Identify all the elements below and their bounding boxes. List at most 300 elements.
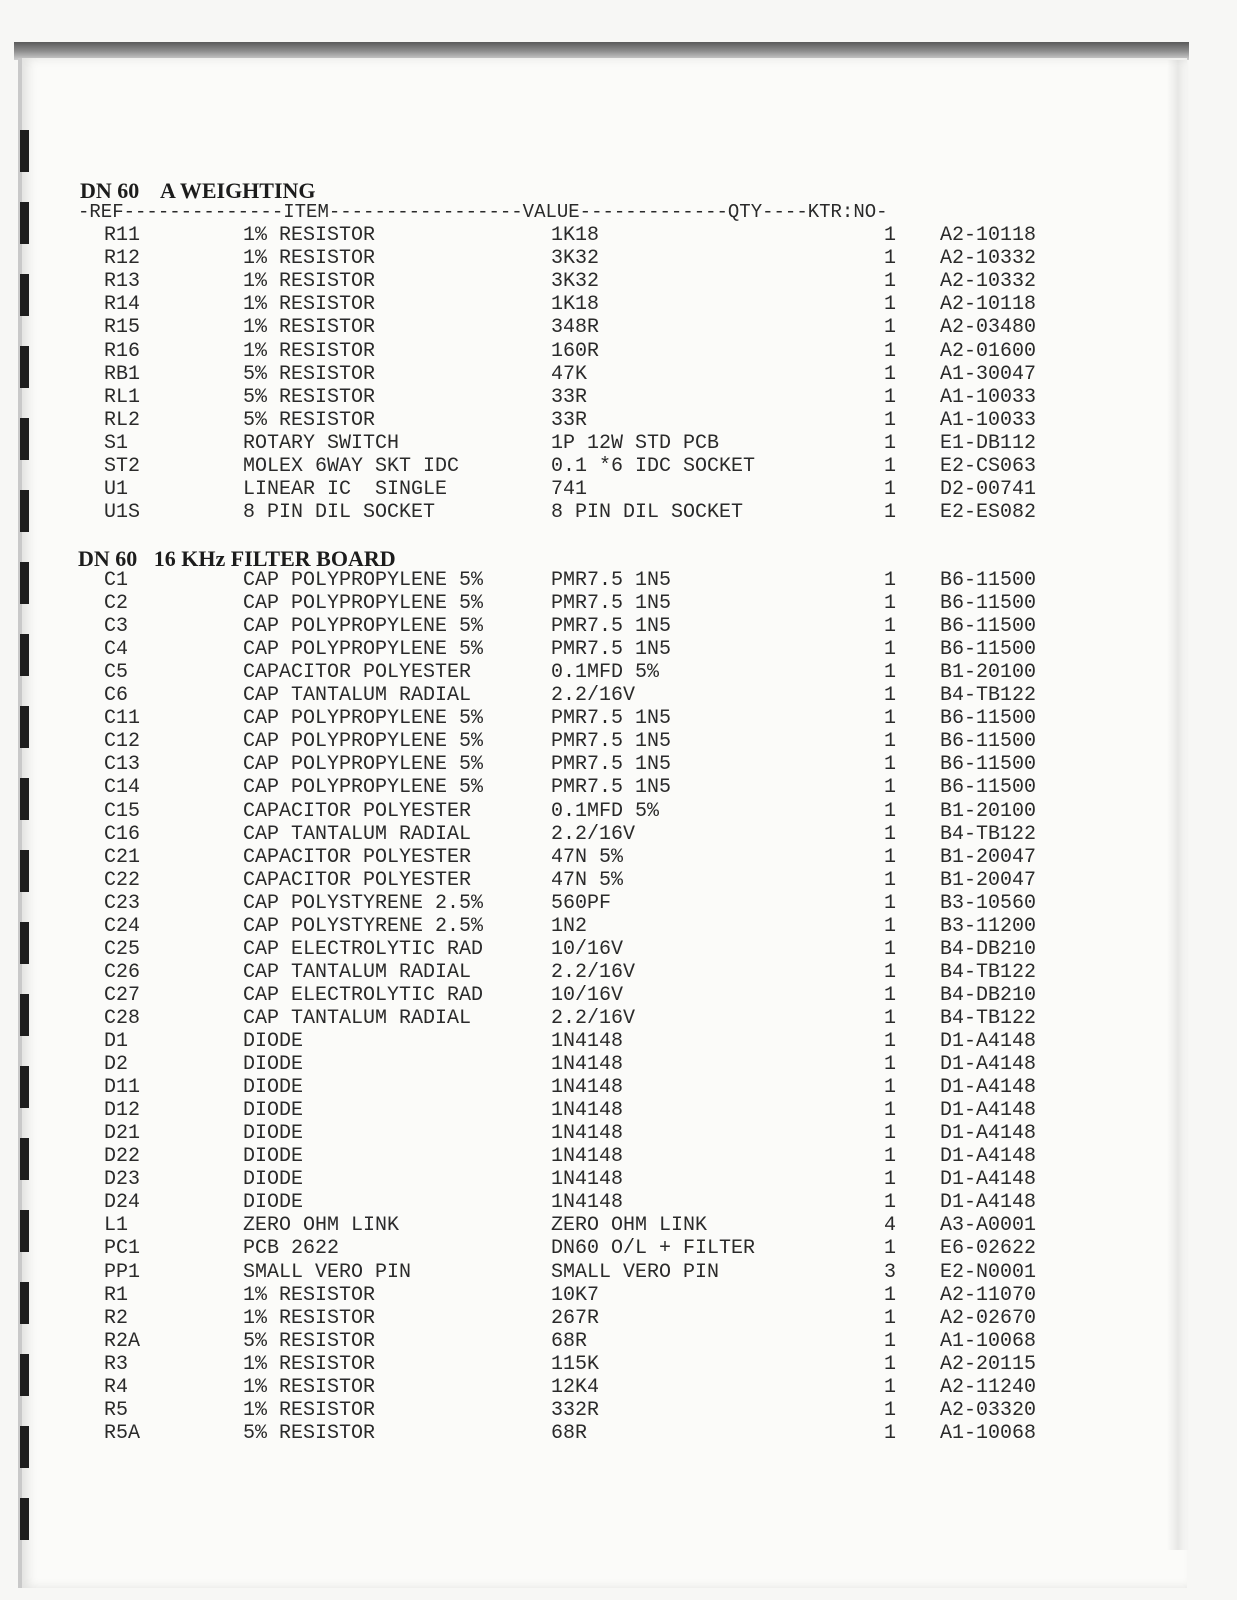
ref-cell: D23 bbox=[104, 1168, 141, 1192]
item-cell: 1% RESISTOR bbox=[243, 1306, 376, 1330]
table-row bbox=[0, 1284, 1237, 1307]
ref-cell: D1 bbox=[104, 1030, 129, 1053]
value-cell: 3K32 bbox=[551, 270, 600, 294]
item-cell: DIODE bbox=[243, 1076, 304, 1100]
table-row bbox=[0, 501, 1237, 524]
value-cell: 3K32 bbox=[551, 247, 600, 271]
ref-cell: RL2 bbox=[104, 408, 141, 432]
qty-cell: 1 bbox=[884, 569, 897, 592]
ref-cell: C2 bbox=[104, 592, 129, 616]
qty-cell: 1 bbox=[884, 247, 897, 271]
item-cell: CAP POLYPROPYLENE 5% bbox=[243, 638, 484, 662]
ktr-number-cell: A2-10118 bbox=[940, 293, 1037, 317]
ref-cell: C26 bbox=[104, 960, 141, 984]
qty-cell: 1 bbox=[884, 1168, 897, 1192]
ref-cell: C13 bbox=[104, 753, 141, 777]
item-cell: CAP POLYPROPYLENE 5% bbox=[243, 730, 484, 754]
ref-cell: R13 bbox=[104, 270, 141, 294]
item-cell: CAP POLYPROPYLENE 5% bbox=[243, 569, 484, 592]
value-cell: 33R bbox=[551, 408, 588, 432]
value-cell: 1N4148 bbox=[551, 1168, 624, 1192]
ktr-number-cell: E2-CS063 bbox=[940, 455, 1037, 478]
ktr-number-cell: E2-ES082 bbox=[940, 501, 1037, 525]
qty-cell: 1 bbox=[884, 385, 897, 409]
item-cell: 5% RESISTOR bbox=[243, 362, 376, 386]
item-cell: CAP TANTALUM RADIAL bbox=[243, 684, 472, 708]
value-cell: PMR7.5 1N5 bbox=[551, 776, 672, 800]
ref-cell: C4 bbox=[104, 638, 129, 662]
qty-cell: 1 bbox=[884, 983, 897, 1007]
item-cell: CAPACITOR POLYESTER bbox=[243, 845, 472, 869]
value-cell: 160R bbox=[551, 339, 600, 363]
ktr-number-cell: A2-10332 bbox=[940, 270, 1037, 294]
ref-cell: C5 bbox=[104, 661, 129, 685]
item-cell: CAPACITOR POLYESTER bbox=[243, 661, 472, 685]
table-row bbox=[0, 1422, 1237, 1445]
ref-cell: S1 bbox=[104, 431, 129, 455]
table-row bbox=[0, 1191, 1237, 1214]
item-cell: PCB 2622 bbox=[243, 1237, 340, 1261]
ktr-number-cell: B6-11500 bbox=[940, 638, 1037, 662]
ref-cell: U1S bbox=[104, 501, 141, 525]
item-cell: 1% RESISTOR bbox=[243, 1283, 376, 1307]
table-row bbox=[0, 707, 1237, 730]
item-cell: CAPACITOR POLYESTER bbox=[243, 799, 472, 823]
ref-cell: R16 bbox=[104, 339, 141, 363]
value-cell: 560PF bbox=[551, 891, 612, 915]
ktr-number-cell: D1-A4148 bbox=[940, 1145, 1037, 1169]
qty-cell: 1 bbox=[884, 1283, 897, 1307]
qty-cell: 1 bbox=[884, 431, 897, 455]
ref-cell: C6 bbox=[104, 684, 129, 708]
table-row bbox=[0, 1053, 1237, 1076]
qty-cell: 1 bbox=[884, 1099, 897, 1123]
table-row bbox=[0, 569, 1237, 592]
qty-cell: 1 bbox=[884, 960, 897, 984]
value-cell: 12K4 bbox=[551, 1375, 600, 1399]
table-row bbox=[0, 938, 1237, 961]
table-row bbox=[0, 869, 1237, 892]
qty-cell: 1 bbox=[884, 1006, 897, 1030]
ref-cell: C23 bbox=[104, 891, 141, 915]
value-cell: 332R bbox=[551, 1398, 600, 1422]
table-row bbox=[0, 409, 1237, 432]
ktr-number-cell: D1-A4148 bbox=[940, 1168, 1037, 1192]
table-row bbox=[0, 455, 1237, 478]
value-cell: 1N4148 bbox=[551, 1099, 624, 1123]
qty-cell: 1 bbox=[884, 501, 897, 525]
ktr-number-cell: E2-N0001 bbox=[940, 1260, 1037, 1284]
ktr-number-cell: B6-11500 bbox=[940, 707, 1037, 731]
table-row bbox=[0, 1307, 1237, 1330]
item-cell: 5% RESISTOR bbox=[243, 385, 376, 409]
item-cell: 1% RESISTOR bbox=[243, 316, 376, 340]
ktr-number-cell: A1-10068 bbox=[940, 1421, 1037, 1445]
table-row bbox=[0, 961, 1237, 984]
ref-cell: D11 bbox=[104, 1076, 141, 1100]
qty-cell: 1 bbox=[884, 638, 897, 662]
table-row bbox=[0, 432, 1237, 455]
table-row bbox=[0, 1122, 1237, 1145]
ktr-number-cell: A2-02670 bbox=[940, 1306, 1037, 1330]
value-cell: 2.2/16V bbox=[551, 1006, 636, 1030]
item-cell: LINEAR IC SINGLE bbox=[243, 478, 448, 502]
value-cell: 68R bbox=[551, 1421, 588, 1445]
item-cell: CAP POLYSTYRENE 2.5% bbox=[243, 891, 484, 915]
item-cell: 1% RESISTOR bbox=[243, 224, 376, 247]
binding-hole-mark bbox=[20, 1498, 29, 1540]
item-cell: ZERO OHM LINK bbox=[243, 1214, 400, 1238]
value-cell: 0.1 *6 IDC SOCKET bbox=[551, 455, 756, 478]
ref-cell: R3 bbox=[104, 1352, 129, 1376]
item-cell: CAP POLYPROPYLENE 5% bbox=[243, 592, 484, 616]
value-cell: 2.2/16V bbox=[551, 684, 636, 708]
qty-cell: 1 bbox=[884, 1191, 897, 1215]
qty-cell: 3 bbox=[884, 1260, 897, 1284]
item-cell: SMALL VERO PIN bbox=[243, 1260, 412, 1284]
table-row bbox=[0, 823, 1237, 846]
ref-cell: R5A bbox=[104, 1421, 141, 1445]
table-row bbox=[0, 638, 1237, 661]
ktr-number-cell: B4-TB122 bbox=[940, 960, 1037, 984]
ktr-number-cell: E1-DB112 bbox=[940, 431, 1037, 455]
ref-cell: ST2 bbox=[104, 455, 141, 478]
value-cell: 267R bbox=[551, 1306, 600, 1330]
ktr-number-cell: A2-10332 bbox=[940, 247, 1037, 271]
value-cell: DN60 O/L + FILTER bbox=[551, 1237, 756, 1261]
qty-cell: 1 bbox=[884, 592, 897, 616]
value-cell: 1N4148 bbox=[551, 1053, 624, 1077]
ktr-number-cell: B6-11500 bbox=[940, 592, 1037, 616]
qty-cell: 1 bbox=[884, 937, 897, 961]
item-cell: DIODE bbox=[243, 1191, 304, 1215]
item-cell: 5% RESISTOR bbox=[243, 1421, 376, 1445]
ref-cell: L1 bbox=[104, 1214, 129, 1238]
qty-cell: 1 bbox=[884, 914, 897, 938]
ref-cell: R12 bbox=[104, 247, 141, 271]
ref-cell: D12 bbox=[104, 1099, 141, 1123]
ref-cell: PP1 bbox=[104, 1260, 141, 1284]
table-row bbox=[0, 615, 1237, 638]
qty-cell: 1 bbox=[884, 1076, 897, 1100]
table-row bbox=[0, 753, 1237, 776]
ktr-number-cell: B3-11200 bbox=[940, 914, 1037, 938]
table-header-row: -REF--------------ITEM-----------------VALUE-------------QTY----KTR:NO- bbox=[78, 201, 888, 223]
table-row bbox=[0, 661, 1237, 684]
qty-cell: 1 bbox=[884, 1122, 897, 1146]
item-cell: DIODE bbox=[243, 1145, 304, 1169]
item-cell: 1% RESISTOR bbox=[243, 270, 376, 294]
qty-cell: 1 bbox=[884, 408, 897, 432]
item-cell: 5% RESISTOR bbox=[243, 1329, 376, 1353]
table-row bbox=[0, 800, 1237, 823]
table-row bbox=[0, 984, 1237, 1007]
table-row bbox=[0, 776, 1237, 799]
ref-cell: R1 bbox=[104, 1283, 129, 1307]
ref-cell: C15 bbox=[104, 799, 141, 823]
qty-cell: 1 bbox=[884, 1306, 897, 1330]
qty-cell: 1 bbox=[884, 799, 897, 823]
ktr-number-cell: B4-TB122 bbox=[940, 684, 1037, 708]
table-row bbox=[0, 1214, 1237, 1237]
qty-cell: 1 bbox=[884, 661, 897, 685]
ktr-number-cell: B1-20047 bbox=[940, 845, 1037, 869]
value-cell: 115K bbox=[551, 1352, 600, 1376]
value-cell: 1P 12W STD PCB bbox=[551, 431, 720, 455]
item-cell: 1% RESISTOR bbox=[243, 293, 376, 317]
qty-cell: 1 bbox=[884, 776, 897, 800]
qty-cell: 1 bbox=[884, 845, 897, 869]
ktr-number-cell: B4-TB122 bbox=[940, 822, 1037, 846]
value-cell: ZERO OHM LINK bbox=[551, 1214, 708, 1238]
ktr-number-cell: B6-11500 bbox=[940, 730, 1037, 754]
item-cell: CAP TANTALUM RADIAL bbox=[243, 822, 472, 846]
ref-cell: D21 bbox=[104, 1122, 141, 1146]
value-cell: 10K7 bbox=[551, 1283, 600, 1307]
ref-cell: R15 bbox=[104, 316, 141, 340]
table-row bbox=[0, 730, 1237, 753]
item-cell: CAPACITOR POLYESTER bbox=[243, 868, 472, 892]
ref-cell: R14 bbox=[104, 293, 141, 317]
item-cell: 1% RESISTOR bbox=[243, 1375, 376, 1399]
table-row bbox=[0, 224, 1237, 247]
ref-cell: R4 bbox=[104, 1375, 129, 1399]
ktr-number-cell: A2-11070 bbox=[940, 1283, 1037, 1307]
table-row bbox=[0, 478, 1237, 501]
ktr-number-cell: D1-A4148 bbox=[940, 1122, 1037, 1146]
qty-cell: 1 bbox=[884, 730, 897, 754]
value-cell: PMR7.5 1N5 bbox=[551, 730, 672, 754]
ktr-number-cell: D1-A4148 bbox=[940, 1030, 1037, 1053]
value-cell: 68R bbox=[551, 1329, 588, 1353]
value-cell: 1N2 bbox=[551, 914, 588, 938]
item-cell: DIODE bbox=[243, 1030, 304, 1053]
value-cell: SMALL VERO PIN bbox=[551, 1260, 720, 1284]
ktr-number-cell: D1-A4148 bbox=[940, 1053, 1037, 1077]
value-cell: 47N 5% bbox=[551, 868, 624, 892]
qty-cell: 1 bbox=[884, 1329, 897, 1353]
ref-cell: C11 bbox=[104, 707, 141, 731]
table-row bbox=[0, 270, 1237, 293]
qty-cell: 1 bbox=[884, 684, 897, 708]
section-title-a-weighting: DN 60 A WEIGHTING bbox=[80, 178, 316, 203]
ref-cell: C3 bbox=[104, 615, 129, 639]
qty-cell: 1 bbox=[884, 753, 897, 777]
ktr-number-cell: A2-03320 bbox=[940, 1398, 1037, 1422]
item-cell: CAP TANTALUM RADIAL bbox=[243, 960, 472, 984]
qty-cell: 1 bbox=[884, 1030, 897, 1053]
qty-cell: 1 bbox=[884, 1398, 897, 1422]
table-row bbox=[0, 1376, 1237, 1399]
qty-cell: 1 bbox=[884, 1421, 897, 1445]
item-cell: 5% RESISTOR bbox=[243, 408, 376, 432]
value-cell: 1N4148 bbox=[551, 1191, 624, 1215]
qty-cell: 1 bbox=[884, 478, 897, 502]
ktr-number-cell: D1-A4148 bbox=[940, 1191, 1037, 1215]
value-cell: PMR7.5 1N5 bbox=[551, 615, 672, 639]
table-row bbox=[0, 316, 1237, 339]
ktr-number-cell: A1-30047 bbox=[940, 362, 1037, 386]
item-cell: 1% RESISTOR bbox=[243, 247, 376, 271]
ref-cell: U1 bbox=[104, 478, 129, 502]
ktr-number-cell: B4-DB210 bbox=[940, 983, 1037, 1007]
ref-cell: C25 bbox=[104, 937, 141, 961]
ref-cell: C21 bbox=[104, 845, 141, 869]
value-cell: PMR7.5 1N5 bbox=[551, 592, 672, 616]
qty-cell: 1 bbox=[884, 1053, 897, 1077]
item-cell: CAP POLYSTYRENE 2.5% bbox=[243, 914, 484, 938]
value-cell: 1N4148 bbox=[551, 1122, 624, 1146]
ref-cell: RL1 bbox=[104, 385, 141, 409]
table-row bbox=[0, 1353, 1237, 1376]
item-cell: CAP POLYPROPYLENE 5% bbox=[243, 707, 484, 731]
ref-cell: R2 bbox=[104, 1306, 129, 1330]
ref-cell: D24 bbox=[104, 1191, 141, 1215]
ktr-number-cell: B1-20100 bbox=[940, 661, 1037, 685]
value-cell: 33R bbox=[551, 385, 588, 409]
table-row bbox=[0, 1399, 1237, 1422]
ktr-number-cell: B3-10560 bbox=[940, 891, 1037, 915]
value-cell: 2.2/16V bbox=[551, 822, 636, 846]
value-cell: 0.1MFD 5% bbox=[551, 661, 660, 685]
qty-cell: 4 bbox=[884, 1214, 897, 1238]
ktr-number-cell: B6-11500 bbox=[940, 569, 1037, 592]
section-title-filter-board: DN 60 16 KHz FILTER BOARD bbox=[78, 546, 396, 571]
value-cell: PMR7.5 1N5 bbox=[551, 707, 672, 731]
value-cell: PMR7.5 1N5 bbox=[551, 753, 672, 777]
item-cell: CAP POLYPROPYLENE 5% bbox=[243, 615, 484, 639]
qty-cell: 1 bbox=[884, 868, 897, 892]
value-cell: 47N 5% bbox=[551, 845, 624, 869]
value-cell: 8 PIN DIL SOCKET bbox=[551, 501, 744, 525]
ktr-number-cell: A2-03480 bbox=[940, 316, 1037, 340]
ref-cell: C14 bbox=[104, 776, 141, 800]
item-cell: 1% RESISTOR bbox=[243, 1398, 376, 1422]
item-cell: CAP POLYPROPYLENE 5% bbox=[243, 776, 484, 800]
table-row bbox=[0, 892, 1237, 915]
ktr-number-cell: A2-10118 bbox=[940, 224, 1037, 247]
ref-cell: C1 bbox=[104, 569, 129, 592]
qty-cell: 1 bbox=[884, 707, 897, 731]
item-cell: CAP TANTALUM RADIAL bbox=[243, 1006, 472, 1030]
table-row bbox=[0, 247, 1237, 270]
table-row bbox=[0, 386, 1237, 409]
item-cell: DIODE bbox=[243, 1053, 304, 1077]
value-cell: 10/16V bbox=[551, 983, 624, 1007]
ref-cell: C12 bbox=[104, 730, 141, 754]
ktr-number-cell: B6-11500 bbox=[940, 615, 1037, 639]
value-cell: 1N4148 bbox=[551, 1145, 624, 1169]
item-cell: MOLEX 6WAY SKT IDC bbox=[243, 455, 460, 478]
qty-cell: 1 bbox=[884, 891, 897, 915]
table-row bbox=[0, 293, 1237, 316]
table-row bbox=[0, 363, 1237, 386]
qty-cell: 1 bbox=[884, 339, 897, 363]
qty-cell: 1 bbox=[884, 293, 897, 317]
qty-cell: 1 bbox=[884, 316, 897, 340]
ktr-number-cell: A2-11240 bbox=[940, 1375, 1037, 1399]
value-cell: 741 bbox=[551, 478, 588, 502]
value-cell: 2.2/16V bbox=[551, 960, 636, 984]
qty-cell: 1 bbox=[884, 1145, 897, 1169]
ktr-number-cell: D2-00741 bbox=[940, 478, 1037, 502]
binding-hole-mark bbox=[20, 130, 29, 172]
table-row bbox=[0, 1145, 1237, 1168]
ktr-number-cell: B1-20100 bbox=[940, 799, 1037, 823]
ktr-number-cell: E6-02622 bbox=[940, 1237, 1037, 1261]
item-cell: DIODE bbox=[243, 1168, 304, 1192]
qty-cell: 1 bbox=[884, 362, 897, 386]
qty-cell: 1 bbox=[884, 270, 897, 294]
table-row bbox=[0, 1237, 1237, 1260]
table-row bbox=[0, 1076, 1237, 1099]
ref-cell: D22 bbox=[104, 1145, 141, 1169]
item-cell: 1% RESISTOR bbox=[243, 1352, 376, 1376]
item-cell: DIODE bbox=[243, 1122, 304, 1146]
value-cell: 10/16V bbox=[551, 937, 624, 961]
ktr-number-cell: A2-20115 bbox=[940, 1352, 1037, 1376]
ktr-number-cell: B4-DB210 bbox=[940, 937, 1037, 961]
item-cell: 8 PIN DIL SOCKET bbox=[243, 501, 436, 525]
qty-cell: 1 bbox=[884, 822, 897, 846]
ktr-number-cell: A1-10033 bbox=[940, 408, 1037, 432]
ref-cell: D2 bbox=[104, 1053, 129, 1077]
value-cell: 47K bbox=[551, 362, 588, 386]
table-row bbox=[0, 340, 1237, 363]
item-cell: CAP ELECTROLYTIC RAD bbox=[243, 983, 484, 1007]
value-cell: 1K18 bbox=[551, 224, 600, 247]
table-row bbox=[0, 846, 1237, 869]
value-cell: 1N4148 bbox=[551, 1076, 624, 1100]
ktr-number-cell: B6-11500 bbox=[940, 753, 1037, 777]
table-row bbox=[0, 684, 1237, 707]
value-cell: 0.1MFD 5% bbox=[551, 799, 660, 823]
ktr-number-cell: B6-11500 bbox=[940, 776, 1037, 800]
ref-cell: C16 bbox=[104, 822, 141, 846]
ref-cell: C27 bbox=[104, 983, 141, 1007]
value-cell: 1N4148 bbox=[551, 1030, 624, 1053]
value-cell: PMR7.5 1N5 bbox=[551, 638, 672, 662]
ref-cell: R5 bbox=[104, 1398, 129, 1422]
qty-cell: 1 bbox=[884, 1375, 897, 1399]
table-row bbox=[0, 592, 1237, 615]
ref-cell: C22 bbox=[104, 868, 141, 892]
item-cell: CAP POLYPROPYLENE 5% bbox=[243, 753, 484, 777]
ref-cell: R11 bbox=[104, 224, 141, 247]
table-row bbox=[0, 1007, 1237, 1030]
ktr-number-cell: A3-A0001 bbox=[940, 1214, 1037, 1238]
ref-cell: C28 bbox=[104, 1006, 141, 1030]
ktr-number-cell: B4-TB122 bbox=[940, 1006, 1037, 1030]
item-cell: DIODE bbox=[243, 1099, 304, 1123]
qty-cell: 1 bbox=[884, 1352, 897, 1376]
ktr-number-cell: D1-A4148 bbox=[940, 1076, 1037, 1100]
table-row bbox=[0, 1168, 1237, 1191]
ktr-number-cell: B1-20047 bbox=[940, 868, 1037, 892]
ktr-number-cell: A1-10033 bbox=[940, 385, 1037, 409]
table-row bbox=[0, 915, 1237, 938]
ref-cell: RB1 bbox=[104, 362, 141, 386]
ref-cell: PC1 bbox=[104, 1237, 141, 1261]
qty-cell: 1 bbox=[884, 224, 897, 247]
qty-cell: 1 bbox=[884, 615, 897, 639]
table-row bbox=[0, 1030, 1237, 1053]
value-cell: 348R bbox=[551, 316, 600, 340]
qty-cell: 1 bbox=[884, 1237, 897, 1261]
item-cell: 1% RESISTOR bbox=[243, 339, 376, 363]
value-cell: PMR7.5 1N5 bbox=[551, 569, 672, 592]
qty-cell: 1 bbox=[884, 455, 897, 478]
